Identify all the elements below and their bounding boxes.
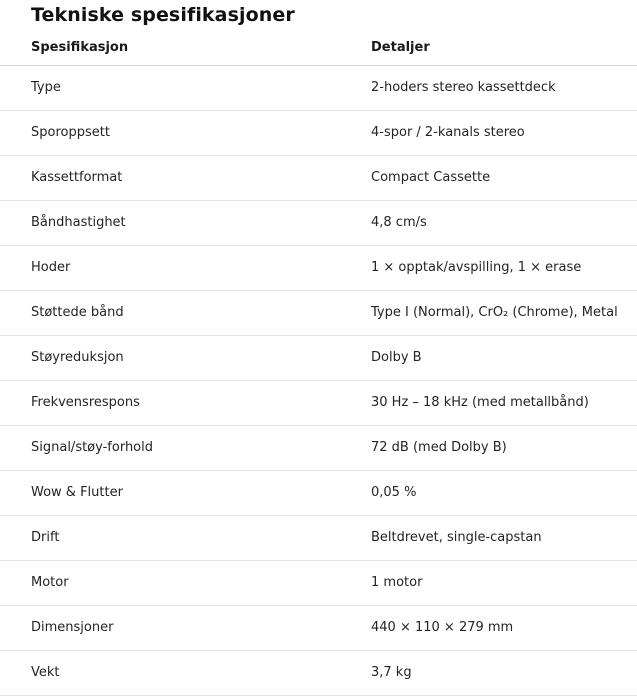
table-row (0, 156, 637, 201)
spec-name: Signal/støy-forhold (31, 440, 153, 455)
spec-value: 440 × 110 × 279 mm (371, 620, 514, 635)
spec-value: Compact Cassette (371, 170, 491, 185)
spec-value: 3,7 kg (371, 665, 412, 680)
spec-name: Type (31, 80, 61, 95)
table-row (0, 381, 637, 426)
spec-value: Beltdrevet, single-capstan (371, 530, 542, 545)
table-row (0, 516, 637, 561)
table-row (0, 66, 637, 111)
spec-name: Båndhastighet (31, 215, 126, 230)
table-row (0, 246, 637, 291)
spec-value: Type I (Normal), CrO₂ (Chrome), Metal (371, 305, 618, 320)
spec-value: 4,8 cm/s (371, 215, 427, 230)
table-row (0, 606, 637, 651)
table-row (0, 291, 637, 336)
column-header-detail: Detaljer (371, 40, 430, 55)
spec-value: 0,05 % (371, 485, 417, 500)
table-row (0, 651, 637, 696)
spec-value: 72 dB (med Dolby B) (371, 440, 507, 455)
table-row (0, 111, 637, 156)
spec-value: Dolby B (371, 350, 422, 365)
spec-name: Frekvensrespons (31, 395, 140, 410)
spec-name: Motor (31, 575, 69, 590)
spec-name: Sporoppsett (31, 125, 110, 140)
table-header-row (0, 31, 637, 66)
column-header-spec: Spesifikasjon (31, 40, 129, 55)
spec-value: 2-hoders stereo kassettdeck (371, 80, 556, 95)
table-row (0, 471, 637, 516)
spec-name: Støyreduksjon (31, 350, 124, 365)
spec-name: Hoder (31, 260, 71, 275)
spec-name: Kassettformat (31, 170, 123, 185)
table-row (0, 426, 637, 471)
table-row (0, 561, 637, 606)
spec-value: 4-spor / 2-kanals stereo (371, 125, 525, 140)
spec-value: 1 × opptak/avspilling, 1 × erase (371, 260, 582, 275)
page-title: Tekniske spesifikasjoner (31, 4, 295, 26)
spec-value: 1 motor (371, 575, 423, 590)
spec-name: Dimensjoner (31, 620, 114, 635)
spec-name: Støttede bånd (31, 305, 124, 320)
spec-value: 30 Hz – 18 kHz (med metallbånd) (371, 395, 589, 410)
spec-table (0, 31, 637, 696)
spec-name: Drift (31, 530, 60, 545)
spec-name: Vekt (31, 665, 60, 680)
table-row (0, 336, 637, 381)
table-row (0, 201, 637, 246)
spec-name: Wow & Flutter (31, 485, 123, 500)
